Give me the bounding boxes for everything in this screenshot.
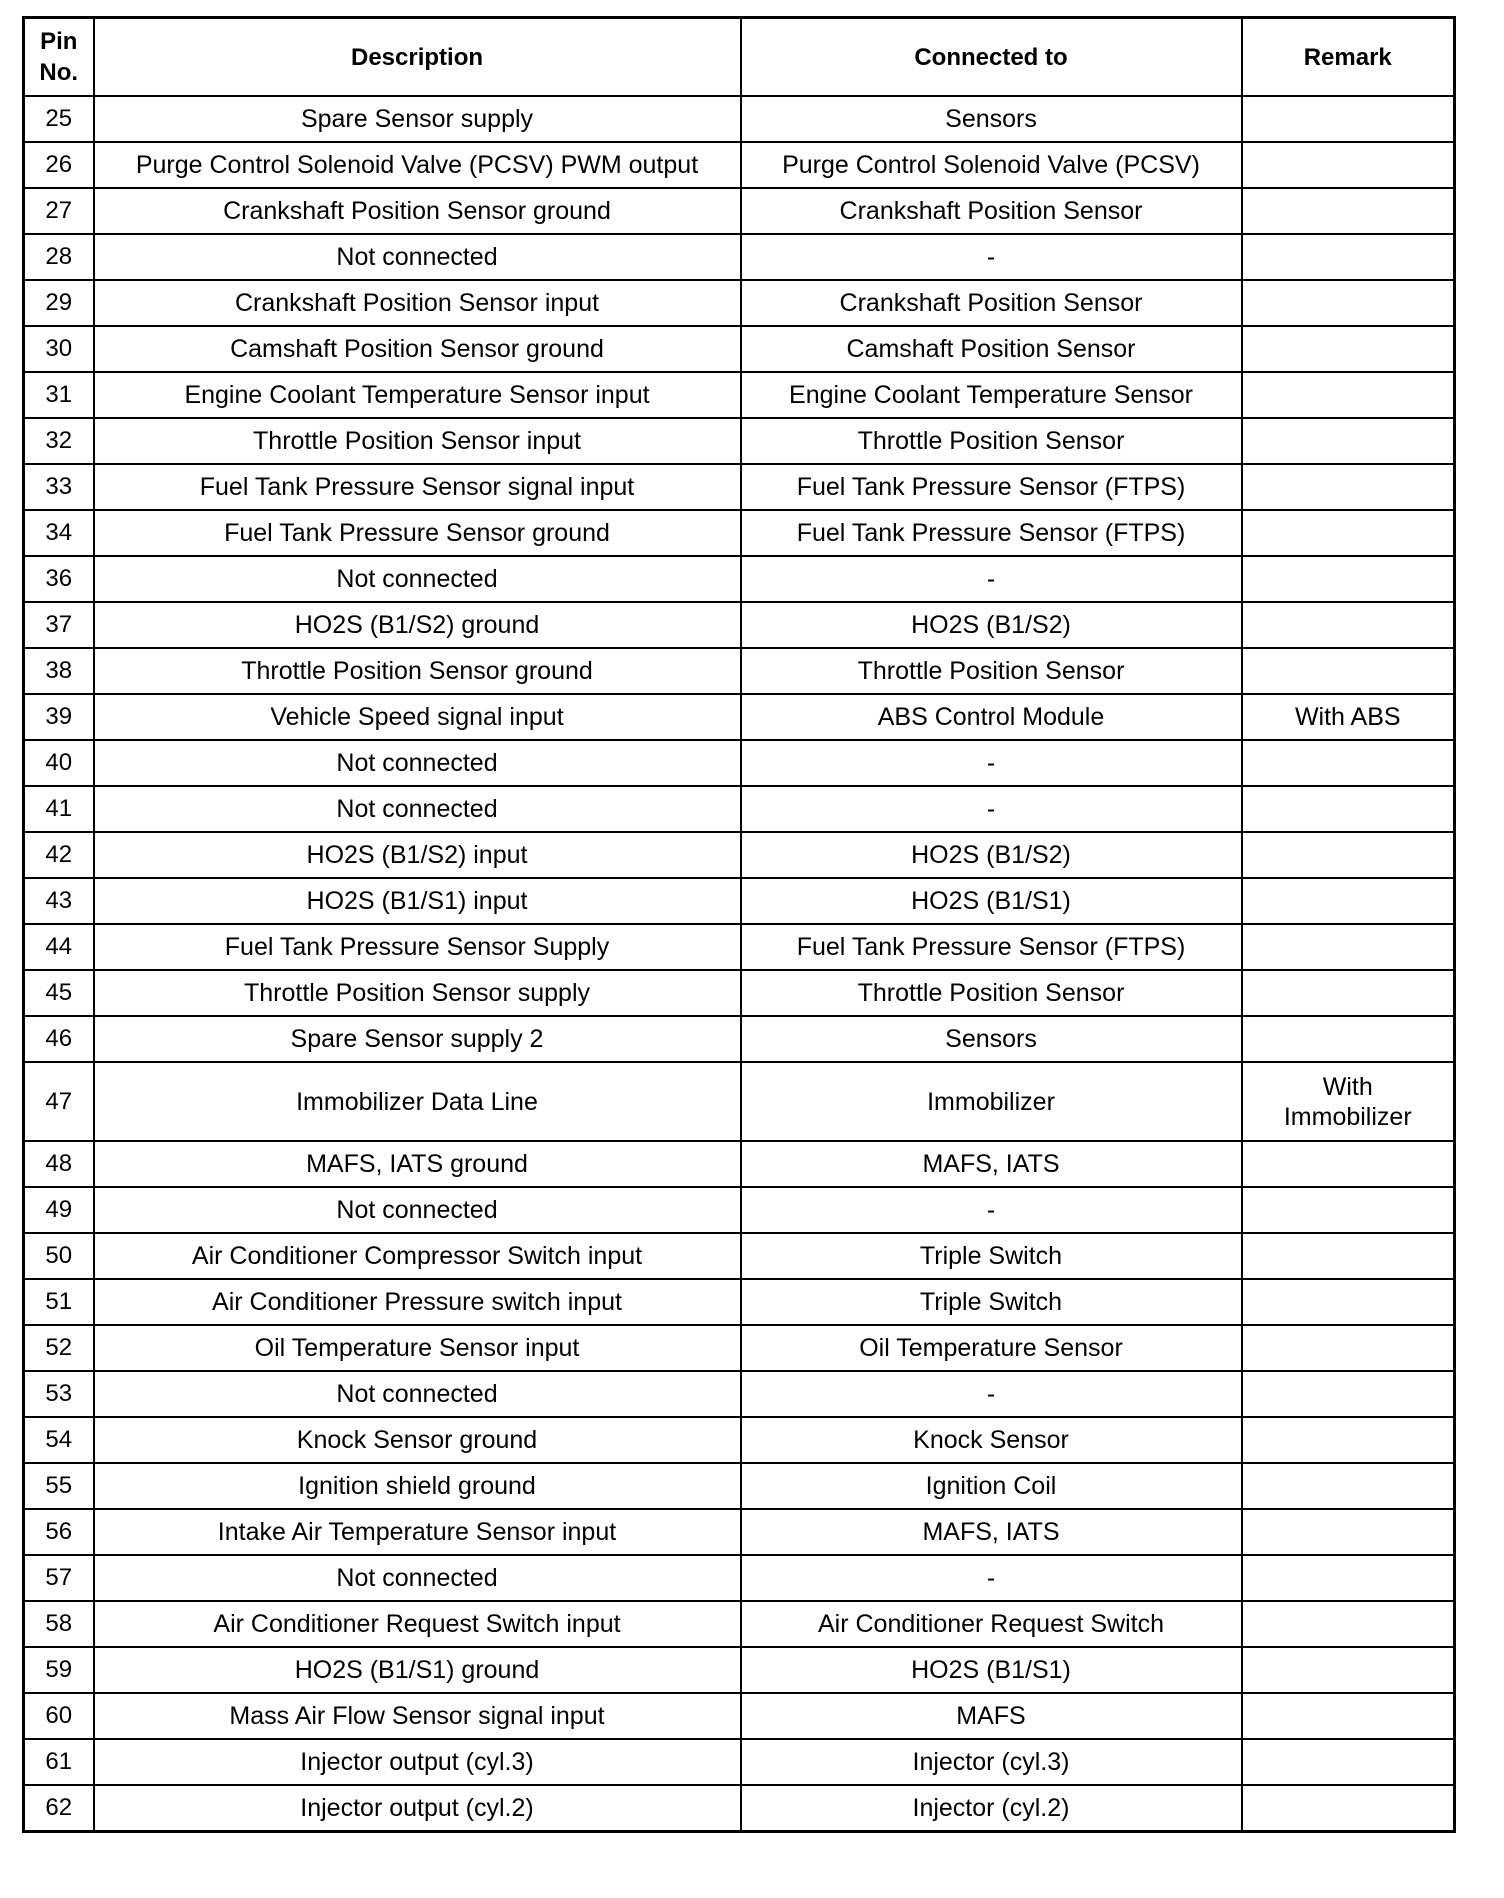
table-row (24, 1693, 1455, 1739)
pin-cell: 45 (24, 970, 94, 1016)
remark-cell (1242, 878, 1455, 924)
table-row (24, 1555, 1455, 1601)
pin-cell: 53 (24, 1371, 94, 1417)
remark-cell (1242, 1463, 1455, 1509)
remark-cell: With Immobilizer (1242, 1062, 1455, 1141)
description-cell: Throttle Position Sensor input (94, 418, 741, 464)
connected-cell: HO2S (B1/S2) (741, 832, 1242, 878)
pin-cell: 37 (24, 602, 94, 648)
pin-cell: 42 (24, 832, 94, 878)
pin-cell: 59 (24, 1647, 94, 1693)
pin-cell: 61 (24, 1739, 94, 1785)
table-row (24, 96, 1455, 142)
table-row (24, 326, 1455, 372)
description-cell: Engine Coolant Temperature Sensor input (94, 372, 741, 418)
remark-cell (1242, 1693, 1455, 1739)
connected-cell: Fuel Tank Pressure Sensor (FTPS) (741, 924, 1242, 970)
description-cell: Camshaft Position Sensor ground (94, 326, 741, 372)
connected-cell: Crankshaft Position Sensor (741, 280, 1242, 326)
pin-cell: 33 (24, 464, 94, 510)
description-cell: Fuel Tank Pressure Sensor Supply (94, 924, 741, 970)
remark-cell (1242, 142, 1455, 188)
description-cell: Purge Control Solenoid Valve (PCSV) PWM output (94, 142, 741, 188)
description-cell: Vehicle Speed signal input (94, 694, 741, 740)
table-row (24, 1509, 1455, 1555)
pin-cell: 26 (24, 142, 94, 188)
remark-cell (1242, 924, 1455, 970)
description-cell: Not connected (94, 1555, 741, 1601)
description-cell: Not connected (94, 1187, 741, 1233)
remark-cell (1242, 1555, 1455, 1601)
table-row (24, 372, 1455, 418)
table-row (24, 832, 1455, 878)
table-row (24, 1187, 1455, 1233)
connected-cell: Throttle Position Sensor (741, 418, 1242, 464)
connected-cell: MAFS, IATS (741, 1509, 1242, 1555)
table-row (24, 464, 1455, 510)
description-cell: Ignition shield ground (94, 1463, 741, 1509)
pin-cell: 56 (24, 1509, 94, 1555)
description-cell: Not connected (94, 1371, 741, 1417)
table-row (24, 1739, 1455, 1785)
table-row (24, 1785, 1455, 1832)
table-row (24, 924, 1455, 970)
pin-cell: 50 (24, 1233, 94, 1279)
pin-cell: 54 (24, 1417, 94, 1463)
table-row (24, 1279, 1455, 1325)
description-cell: Air Conditioner Request Switch input (94, 1601, 741, 1647)
remark-cell (1242, 1371, 1455, 1417)
remark-cell (1242, 464, 1455, 510)
description-cell: Air Conditioner Pressure switch input (94, 1279, 741, 1325)
table-row (24, 280, 1455, 326)
pin-cell: 52 (24, 1325, 94, 1371)
remark-cell (1242, 602, 1455, 648)
remark-cell (1242, 234, 1455, 280)
connected-cell: ABS Control Module (741, 694, 1242, 740)
remark-cell (1242, 786, 1455, 832)
remark-cell (1242, 510, 1455, 556)
description-cell: Throttle Position Sensor ground (94, 648, 741, 694)
remark-cell (1242, 1141, 1455, 1187)
pin-cell: 55 (24, 1463, 94, 1509)
description-cell: HO2S (B1/S2) input (94, 832, 741, 878)
connected-cell: Crankshaft Position Sensor (741, 188, 1242, 234)
description-cell: Not connected (94, 740, 741, 786)
remark-cell (1242, 1739, 1455, 1785)
description-cell: Fuel Tank Pressure Sensor ground (94, 510, 741, 556)
description-cell: Immobilizer Data Line (94, 1062, 741, 1141)
description-cell: HO2S (B1/S1) input (94, 878, 741, 924)
connected-cell: MAFS (741, 1693, 1242, 1739)
description-cell: Crankshaft Position Sensor ground (94, 188, 741, 234)
pin-cell: 41 (24, 786, 94, 832)
connected-cell: Engine Coolant Temperature Sensor (741, 372, 1242, 418)
table-row (24, 740, 1455, 786)
description-cell: Intake Air Temperature Sensor input (94, 1509, 741, 1555)
table-row (24, 1141, 1455, 1187)
pin-cell: 30 (24, 326, 94, 372)
table-row (24, 1371, 1455, 1417)
remark-cell (1242, 1187, 1455, 1233)
table-row (24, 1647, 1455, 1693)
table-row (24, 556, 1455, 602)
connected-cell: Triple Switch (741, 1233, 1242, 1279)
connected-cell: Air Conditioner Request Switch (741, 1601, 1242, 1647)
description-cell: Knock Sensor ground (94, 1417, 741, 1463)
remark-cell (1242, 1785, 1455, 1832)
pin-cell: 47 (24, 1062, 94, 1141)
table-row (24, 1417, 1455, 1463)
pin-cell: 49 (24, 1187, 94, 1233)
remark-cell (1242, 556, 1455, 602)
pin-cell: 51 (24, 1279, 94, 1325)
description-cell: Injector output (cyl.3) (94, 1739, 741, 1785)
pin-cell: 48 (24, 1141, 94, 1187)
description-cell: Spare Sensor supply (94, 96, 741, 142)
remark-cell (1242, 418, 1455, 464)
connected-cell: - (741, 786, 1242, 832)
table-row (24, 786, 1455, 832)
remark-cell: With ABS (1242, 694, 1455, 740)
table-row (24, 970, 1455, 1016)
table-row (24, 1062, 1455, 1141)
table-row (24, 694, 1455, 740)
description-cell: HO2S (B1/S1) ground (94, 1647, 741, 1693)
remark-cell (1242, 1233, 1455, 1279)
connected-cell: - (741, 1371, 1242, 1417)
remark-cell (1242, 740, 1455, 786)
description-cell: MAFS, IATS ground (94, 1141, 741, 1187)
remark-cell (1242, 1601, 1455, 1647)
header-pin: Pin No. (24, 18, 94, 97)
remark-cell (1242, 970, 1455, 1016)
connected-cell: Sensors (741, 96, 1242, 142)
pin-cell: 57 (24, 1555, 94, 1601)
connected-cell: Knock Sensor (741, 1417, 1242, 1463)
connected-cell: - (741, 740, 1242, 786)
pin-cell: 40 (24, 740, 94, 786)
table-row (24, 1463, 1455, 1509)
connected-cell: Throttle Position Sensor (741, 648, 1242, 694)
remark-cell (1242, 832, 1455, 878)
connected-cell: Purge Control Solenoid Valve (PCSV) (741, 142, 1242, 188)
remark-cell (1242, 326, 1455, 372)
description-cell: Not connected (94, 234, 741, 280)
remark-cell (1242, 1509, 1455, 1555)
table-row (24, 602, 1455, 648)
table-row (24, 510, 1455, 556)
connected-cell: Injector (cyl.3) (741, 1739, 1242, 1785)
table-row (24, 234, 1455, 280)
header-row (24, 18, 1455, 97)
connected-cell: - (741, 1187, 1242, 1233)
description-cell: Injector output (cyl.2) (94, 1785, 741, 1832)
remark-cell (1242, 96, 1455, 142)
pin-cell: 31 (24, 372, 94, 418)
connected-cell: Oil Temperature Sensor (741, 1325, 1242, 1371)
connected-cell: HO2S (B1/S1) (741, 1647, 1242, 1693)
connected-cell: Fuel Tank Pressure Sensor (FTPS) (741, 464, 1242, 510)
pin-cell: 58 (24, 1601, 94, 1647)
connected-cell: HO2S (B1/S2) (741, 602, 1242, 648)
pin-cell: 44 (24, 924, 94, 970)
connected-cell: Injector (cyl.2) (741, 1785, 1242, 1832)
connected-cell: MAFS, IATS (741, 1141, 1242, 1187)
remark-cell (1242, 648, 1455, 694)
connected-cell: - (741, 1555, 1242, 1601)
connected-cell: Ignition Coil (741, 1463, 1242, 1509)
connected-cell: Triple Switch (741, 1279, 1242, 1325)
description-cell: Not connected (94, 786, 741, 832)
pin-cell: 62 (24, 1785, 94, 1832)
description-cell: Not connected (94, 556, 741, 602)
pin-cell: 27 (24, 188, 94, 234)
description-cell: Spare Sensor supply 2 (94, 1016, 741, 1062)
connected-cell: Immobilizer (741, 1062, 1242, 1141)
remark-cell (1242, 372, 1455, 418)
pin-cell: 28 (24, 234, 94, 280)
connected-cell: Sensors (741, 1016, 1242, 1062)
pin-cell: 29 (24, 280, 94, 326)
pin-cell: 34 (24, 510, 94, 556)
header-connected: Connected to (741, 18, 1242, 97)
remark-cell (1242, 280, 1455, 326)
pin-cell: 32 (24, 418, 94, 464)
table-row (24, 1325, 1455, 1371)
pin-cell: 36 (24, 556, 94, 602)
description-cell: Crankshaft Position Sensor input (94, 280, 741, 326)
table-row (24, 1601, 1455, 1647)
connected-cell: Fuel Tank Pressure Sensor (FTPS) (741, 510, 1242, 556)
pin-cell: 46 (24, 1016, 94, 1062)
table-row (24, 1233, 1455, 1279)
table-row (24, 188, 1455, 234)
connected-cell: - (741, 234, 1242, 280)
description-cell: Throttle Position Sensor supply (94, 970, 741, 1016)
remark-cell (1242, 188, 1455, 234)
table-row (24, 878, 1455, 924)
pin-cell: 39 (24, 694, 94, 740)
pin-cell: 38 (24, 648, 94, 694)
remark-cell (1242, 1417, 1455, 1463)
pin-cell: 25 (24, 96, 94, 142)
connected-cell: Camshaft Position Sensor (741, 326, 1242, 372)
table-row (24, 142, 1455, 188)
table-row (24, 648, 1455, 694)
connected-cell: HO2S (B1/S1) (741, 878, 1242, 924)
connected-cell: Throttle Position Sensor (741, 970, 1242, 1016)
description-cell: Fuel Tank Pressure Sensor signal input (94, 464, 741, 510)
description-cell: Mass Air Flow Sensor signal input (94, 1693, 741, 1739)
description-cell: Oil Temperature Sensor input (94, 1325, 741, 1371)
header-description: Description (94, 18, 741, 97)
pin-cell: 60 (24, 1693, 94, 1739)
remark-cell (1242, 1325, 1455, 1371)
remark-cell (1242, 1647, 1455, 1693)
pin-cell: 43 (24, 878, 94, 924)
description-cell: HO2S (B1/S2) ground (94, 602, 741, 648)
pin-table (22, 16, 1456, 1833)
connected-cell: - (741, 556, 1242, 602)
remark-cell (1242, 1279, 1455, 1325)
table-row (24, 418, 1455, 464)
table-row (24, 1016, 1455, 1062)
header-remark: Remark (1242, 18, 1455, 97)
remark-cell (1242, 1016, 1455, 1062)
description-cell: Air Conditioner Compressor Switch input (94, 1233, 741, 1279)
